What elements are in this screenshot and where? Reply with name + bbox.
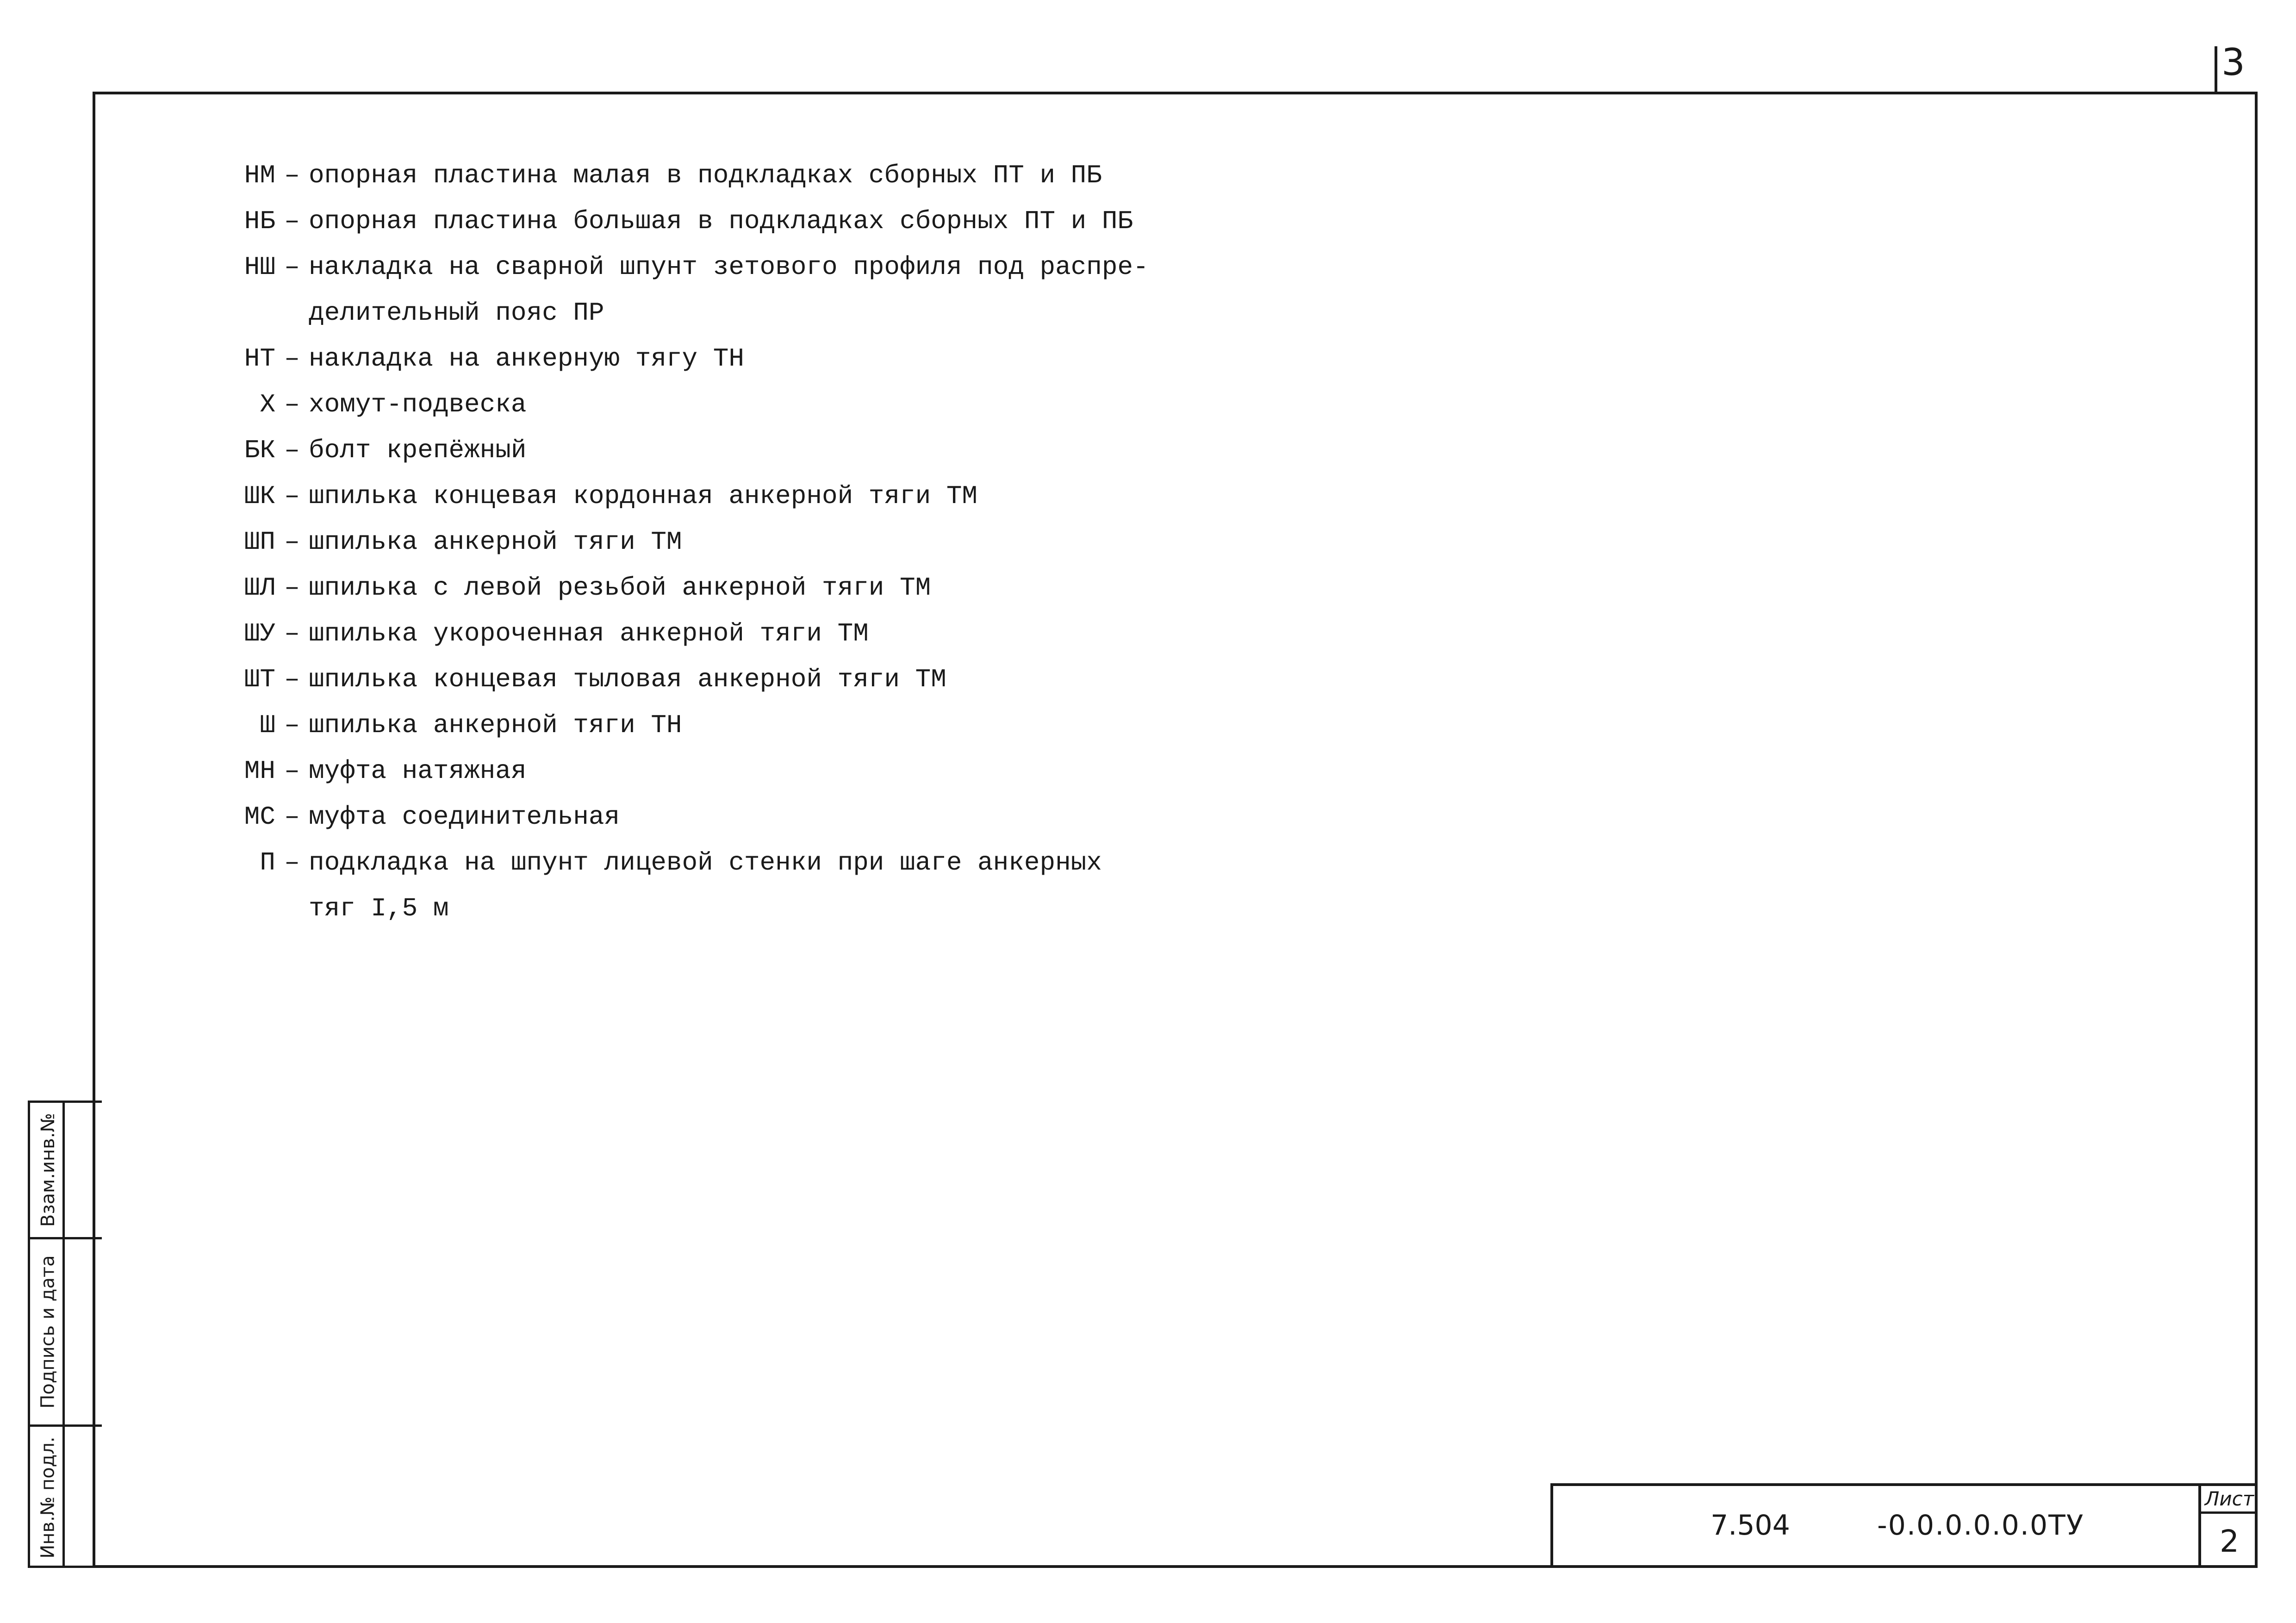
legend-dash: – bbox=[284, 756, 300, 786]
legend-description: опорная пластина большая в подкладках сборных ПТ и ПБ bbox=[309, 206, 1133, 236]
legend-code: НМ bbox=[244, 161, 275, 190]
legend-description: болт крепёжный bbox=[309, 435, 527, 465]
legend-code: НТ bbox=[244, 344, 275, 373]
page-number: 3 bbox=[2221, 41, 2245, 84]
legend-dash: – bbox=[284, 527, 300, 557]
legend-item bbox=[204, 657, 1129, 703]
legend-item bbox=[204, 611, 1129, 657]
legend-item bbox=[204, 153, 1129, 199]
legend-code: БК bbox=[244, 435, 275, 465]
legend-code: НБ bbox=[244, 206, 275, 236]
legend-dash: – bbox=[284, 802, 300, 832]
legend-item bbox=[204, 473, 1129, 519]
legend-description: шпилька концевая кордонная анкерной тяги ТМ bbox=[309, 481, 978, 511]
legend-item bbox=[204, 382, 1129, 428]
document-number: 7.504 bbox=[1711, 1509, 1790, 1542]
legend-code: МН bbox=[244, 756, 275, 786]
sheet-label: Лист bbox=[2201, 1486, 2258, 1514]
legend-item bbox=[204, 840, 1129, 886]
side-stamp-field-replace-inv: Взам.инв.№ bbox=[37, 1113, 59, 1227]
legend-description: накладка на сварной шпунт зетового профиля под распре- bbox=[309, 252, 1149, 282]
legend-description: шпилька с левой резьбой анкерной тяги ТМ bbox=[309, 573, 931, 603]
side-stamp bbox=[28, 1101, 102, 1568]
legend-code: ШЛ bbox=[244, 573, 275, 603]
legend-description: муфта соединительная bbox=[309, 802, 620, 832]
legend-description: шпилька концевая тыловая анкерной тяги ТМ bbox=[309, 665, 946, 694]
legend-dash: – bbox=[284, 252, 300, 282]
legend-code: ШУ bbox=[244, 619, 275, 648]
legend-dash: – bbox=[284, 161, 300, 190]
legend-description: шпилька укороченная анкерной тяги ТМ bbox=[309, 619, 869, 648]
legend-description: опорная пластина малая в подкладках сборных ПТ и ПБ bbox=[309, 161, 1102, 190]
legend-item bbox=[204, 565, 1129, 611]
legend-dash: – bbox=[284, 390, 300, 419]
legend-item bbox=[204, 519, 1129, 565]
legend-code: МС bbox=[244, 802, 275, 832]
legend-description: накладка на анкерную тягу ТН bbox=[309, 344, 744, 373]
legend-code: Х bbox=[260, 390, 275, 419]
legend-item bbox=[204, 748, 1129, 794]
sheet-value: 2 bbox=[2220, 1524, 2239, 1559]
legend-dash: – bbox=[284, 665, 300, 694]
legend-dash: – bbox=[284, 848, 300, 877]
legend-code: Ш bbox=[260, 710, 275, 740]
title-block bbox=[1550, 1483, 2258, 1568]
sheet-cell bbox=[2198, 1486, 2258, 1568]
side-stamp-field-signature-date: Подпись и дата bbox=[37, 1255, 59, 1409]
page-number-tick bbox=[2215, 46, 2217, 93]
legend-description: шпилька анкерной тяги ТН bbox=[309, 710, 682, 740]
legend-item bbox=[204, 336, 1129, 382]
legend-item bbox=[204, 794, 1129, 840]
side-stamp-divider bbox=[62, 1103, 65, 1566]
legend-item bbox=[204, 244, 1149, 290]
legend-item-continuation: тяг I,5 м bbox=[309, 894, 449, 923]
legend-item bbox=[204, 199, 1133, 244]
legend-code: П bbox=[260, 848, 275, 877]
legend-item bbox=[204, 428, 1129, 473]
legend-description: хомут-подвеска bbox=[309, 390, 527, 419]
side-stamp-field-orig-inv: Инв.№ подл. bbox=[37, 1436, 59, 1559]
legend-list bbox=[204, 153, 1149, 932]
legend-dash: – bbox=[284, 435, 300, 465]
legend-item bbox=[204, 703, 1129, 748]
legend-code: ШТ bbox=[244, 665, 275, 694]
legend-dash: – bbox=[284, 573, 300, 603]
legend-dash: – bbox=[284, 206, 300, 236]
legend-description: шпилька анкерной тяги ТМ bbox=[309, 527, 682, 557]
legend-code: ШП bbox=[244, 527, 275, 557]
legend-dash: – bbox=[284, 619, 300, 648]
legend-description: подкладка на шпунт лицевой стенки при шаге анкерных bbox=[309, 848, 1102, 877]
legend-dash: – bbox=[284, 710, 300, 740]
legend-dash: – bbox=[284, 481, 300, 511]
legend-code: НШ bbox=[244, 252, 275, 282]
legend-item-continuation: делительный пояс ПР bbox=[309, 298, 604, 328]
document-designation: -0.0.0.0.0.0ТУ bbox=[1877, 1509, 2084, 1542]
legend-code: ШК bbox=[244, 481, 275, 511]
legend-dash: – bbox=[284, 344, 300, 373]
legend-description: муфта натяжная bbox=[309, 756, 527, 786]
